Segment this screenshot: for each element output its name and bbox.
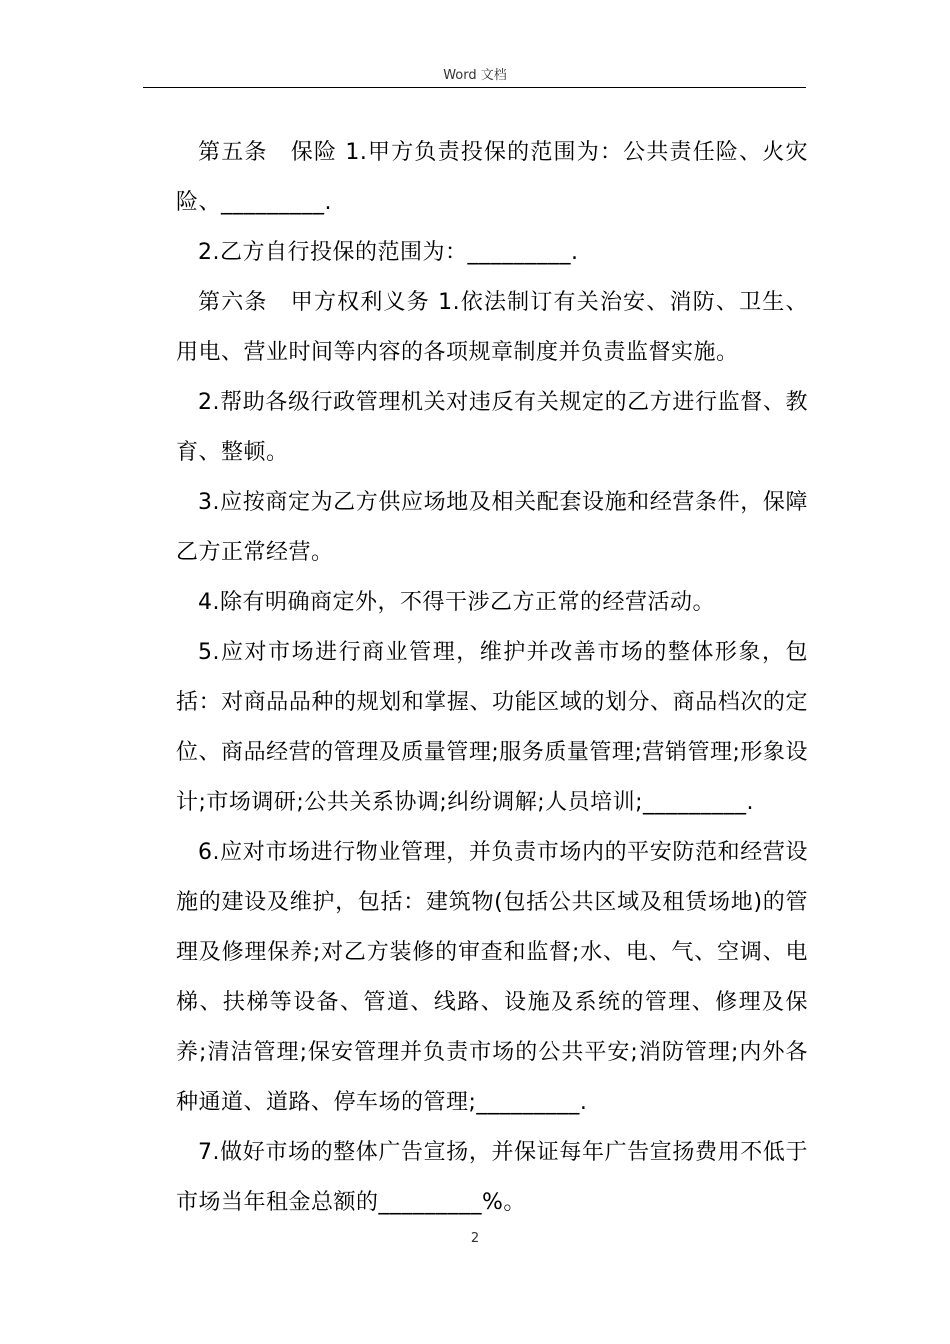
paragraph-article-6-item-3: 3.应按商定为乙方供应场地及相关配套设施和经营条件，保障乙方正常经营。 [176,490,808,565]
paragraph-article-6-item-7: 7.做好市场的整体广告宣扬，并保证每年广告宣扬费用不低于市场当年租金总额的_________%。 [176,1140,808,1215]
header-divider [143,87,806,88]
page-header-title: Word 文档 [443,68,507,83]
paragraph-article-6-item-5: 5.应对市场进行商业管理，维护并改善市场的整体形象，包括：对商品品种的规划和掌握、功能区域的划分、商品档次的定位、商品经营的管理及质量管理;服务质量管理;营销管理;形象设计;市场调研;公共关系协调;纠纷调解;人员培训;_________. [176,640,808,815]
paragraph-article-6-item-6: 6.应对市场进行物业管理，并负责市场内的平安防范和经营设施的建设及维护，包括：建筑物(包括公共区域及租赁场地)的管理及修理保养;对乙方装修的审查和监督;水、电、气、空调、电梯、扶梯等设备、管道、线路、设施及系统的管理、修理及保养;清洁管理;保安管理并负责市场的公共平安;消防管理;内外各种通道、道路、停车场的管理;_________. [176,840,808,1115]
page-number: 2 [470,1231,480,1246]
paragraph-article-6-item-4: 4.除有明确商定外，不得干涉乙方正常的经营活动。 [198,590,715,615]
paragraph-article-6-item-1: 第六条 甲方权利义务 1.依法制订有关治安、消防、卫生、用电、营业时间等内容的各项规章制度并负责监督实施。 [176,290,808,365]
paragraph-article-5-item-2: 2.乙方自行投保的范围为：_________. [198,240,579,265]
document-body [176,128,808,1228]
paragraph-article-6-item-2: 2.帮助各级行政管理机关对违反有关规定的乙方进行监督、教育、整顿。 [176,390,808,465]
paragraph-article-5-insurance: 第五条 保险 1.甲方负责投保的范围为：公共责任险、火灾险、_________. [176,140,808,215]
